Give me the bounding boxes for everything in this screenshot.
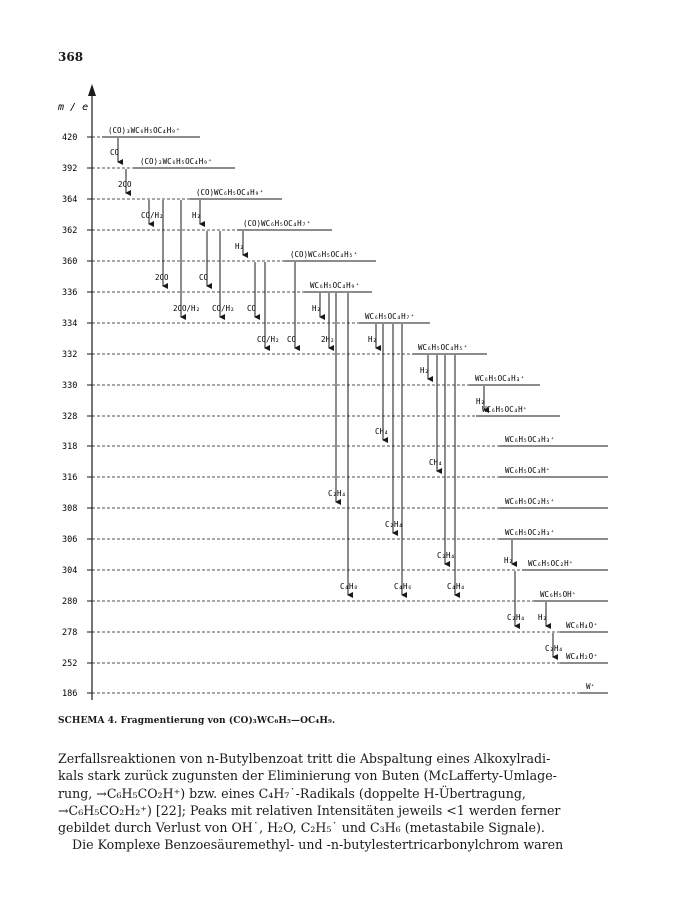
species-label: WC₆H₅OC₂H⁺ (528, 559, 574, 568)
loss-label: CO (287, 335, 297, 344)
loss-label: CO/H₂ (212, 304, 235, 313)
species-label: WC₆H₅OC₃H₃⁺ (505, 435, 555, 444)
level-328 (62, 405, 560, 422)
species-label: WC₄H₂O⁺ (566, 652, 598, 661)
transition-arrow (368, 324, 377, 348)
transition-arrow (110, 138, 120, 162)
level-332 (62, 343, 487, 360)
body-line: rung, →C₆H₅CO₂H⁺) bzw. eines C₄H₇˙-Radikals (doppelte H-Übertragung, (58, 785, 526, 801)
mz-value: 336 (62, 288, 78, 298)
level-252 (62, 652, 608, 669)
transition-arrow (328, 293, 346, 502)
loss-label: H₂ (420, 366, 430, 375)
mz-value: 186 (62, 689, 78, 699)
mz-value: 334 (62, 319, 78, 329)
species-label: (CO)WC₆H₅OC₄H₅⁺ (290, 250, 358, 259)
loss-label: 2CO/H₂ (173, 304, 201, 313)
species-label: WC₆H₅OC₂H₅⁺ (505, 497, 555, 506)
transition-group (110, 138, 563, 657)
body-line: kals stark zurück zugunsten der Eliminierung von Buten (McLafferty-Umlage- (58, 768, 557, 784)
mz-value: 360 (62, 257, 78, 267)
mz-value: 332 (62, 350, 78, 360)
species-label: WC₆H₅OC₄H₃⁺ (475, 374, 525, 383)
loss-label: H₂ (476, 397, 486, 406)
species-label: WC₆H₅OC₄H₇⁺ (365, 312, 415, 321)
transition-arrow (545, 633, 563, 657)
level-334 (62, 312, 430, 329)
loss-label: C₂H₄ (385, 520, 404, 529)
transition-arrow (375, 324, 389, 440)
mz-value: 306 (62, 535, 78, 545)
body-line: gebildet durch Verlust von OH˙, H₂O, C₂H₅˙ und C₃H₆ (metastabile Signale). (58, 820, 545, 836)
loss-label: CH₄ (429, 458, 443, 467)
mz-value: 304 (62, 566, 78, 576)
mz-value: 392 (62, 164, 78, 174)
transition-arrow (235, 231, 244, 255)
transition-arrow (420, 355, 429, 379)
species-label: (CO)₂WC₆H₅OC₄H₉⁺ (140, 157, 213, 166)
transition-arrow (538, 602, 547, 626)
mz-value: 316 (62, 473, 78, 483)
mz-value: 364 (62, 195, 78, 205)
mz-value: 362 (62, 226, 78, 236)
loss-label: 2H₂ (321, 335, 335, 344)
loss-label: CH₄ (375, 427, 389, 436)
loss-label: C₂H₄ (507, 613, 526, 622)
mz-value: 280 (62, 597, 78, 607)
species-label: WC₆H₅OC₄H₉⁺ (310, 281, 360, 290)
transition-arrow (199, 231, 209, 286)
loss-label: H₂ (235, 242, 245, 251)
loss-label: CO (110, 148, 120, 157)
transition-arrow (394, 324, 412, 595)
level-420 (62, 126, 200, 143)
loss-label: H₂ (192, 211, 202, 220)
species-label: W⁺ (586, 682, 596, 691)
level-336 (62, 281, 372, 298)
species-label: WC₆H₅OC₄H₅⁺ (418, 343, 468, 352)
level-308 (62, 497, 608, 514)
loss-label: CO (199, 273, 209, 282)
body-line: Zerfallsreaktionen von n-Butylbenzoat tritt die Abspaltung eines Alkoxylradi- (58, 751, 551, 766)
loss-label: H₂ (538, 613, 548, 622)
level-186 (62, 682, 608, 699)
transition-arrow (287, 262, 297, 348)
transition-arrow (141, 200, 164, 224)
mz-value: 328 (62, 412, 78, 422)
loss-label: CO/H₂ (257, 335, 280, 344)
loss-label: CO (247, 304, 257, 313)
loss-label: C₂H₄ (328, 489, 347, 498)
mz-value: 318 (62, 442, 78, 452)
mz-axis (57, 84, 96, 700)
body-text (58, 750, 628, 854)
level-306 (62, 528, 608, 545)
mz-value: 252 (62, 659, 78, 669)
loss-label: H₂ (368, 335, 378, 344)
mz-value: 420 (62, 133, 78, 143)
mz-axis-arrow-icon (88, 84, 96, 96)
loss-label: C₂H₄ (545, 644, 564, 653)
transition-arrow (507, 571, 525, 626)
species-label: WC₆H₅OC₄H⁺ (482, 405, 528, 414)
species-label: WC₆H₄O⁺ (566, 621, 598, 630)
mz-value: 278 (62, 628, 78, 638)
mz-axis-label: m / e (58, 102, 89, 113)
loss-label: C₂H₄ (437, 551, 456, 560)
species-label: (CO)₃WC₆H₅OC₄H₉⁺ (108, 126, 181, 135)
loss-label: 2CO (118, 180, 132, 189)
level-392 (62, 157, 235, 174)
transition-arrow (340, 293, 358, 595)
loss-label: 2CO (155, 273, 169, 282)
species-label: WC₆H₅OC₂H₃⁺ (505, 528, 555, 537)
transition-arrow (312, 293, 321, 317)
transition-arrow (321, 293, 335, 348)
level-318 (62, 435, 608, 452)
loss-label: H₂ (504, 556, 514, 565)
species-label: (CO)WC₆H₅OC₄H₇⁺ (243, 219, 311, 228)
transition-arrow (476, 386, 485, 410)
level-362 (62, 219, 332, 236)
transition-arrow (247, 262, 257, 317)
page-number: 368 (58, 50, 84, 64)
transition-arrow (192, 200, 201, 224)
mz-value: 308 (62, 504, 78, 514)
transition-arrow (429, 355, 443, 471)
body-line: →C₆H₅CO₂H₂⁺) [22]; Peaks mit relativen Intensitäten jeweils <1 werden ferner (58, 802, 561, 818)
level-364 (62, 188, 282, 205)
level-316 (62, 466, 608, 483)
species-label: WC₆H₅OH⁺ (540, 590, 577, 599)
mz-value: 330 (62, 381, 78, 391)
figure-caption: SCHEMA 4. Fragmentierung von (CO)₃WC₆H₅—OC₄H₉. (58, 716, 336, 726)
level-330 (62, 374, 540, 391)
body-line: Die Komplexe Benzoesäuremethyl- und -n-butylestertricarbonylchrom waren (72, 837, 564, 853)
loss-label: C₄H₄ (447, 582, 466, 591)
species-label: WC₆H₅OC₃H⁺ (505, 466, 551, 475)
level-304 (62, 559, 608, 576)
transition-arrow (504, 540, 513, 565)
level-278 (62, 621, 608, 638)
loss-label: H₂ (312, 304, 322, 313)
transition-arrow (212, 231, 235, 317)
loss-label: CO/H₂ (141, 211, 164, 220)
loss-label: C₄H₈ (340, 582, 359, 591)
transition-arrow (118, 169, 132, 193)
loss-label: C₄H₆ (394, 582, 413, 591)
level-280 (62, 590, 608, 607)
level-360 (62, 250, 376, 267)
transition-arrow (257, 262, 280, 348)
species-label: (CO)WC₆H₅OC₄H₉⁺ (196, 188, 264, 197)
